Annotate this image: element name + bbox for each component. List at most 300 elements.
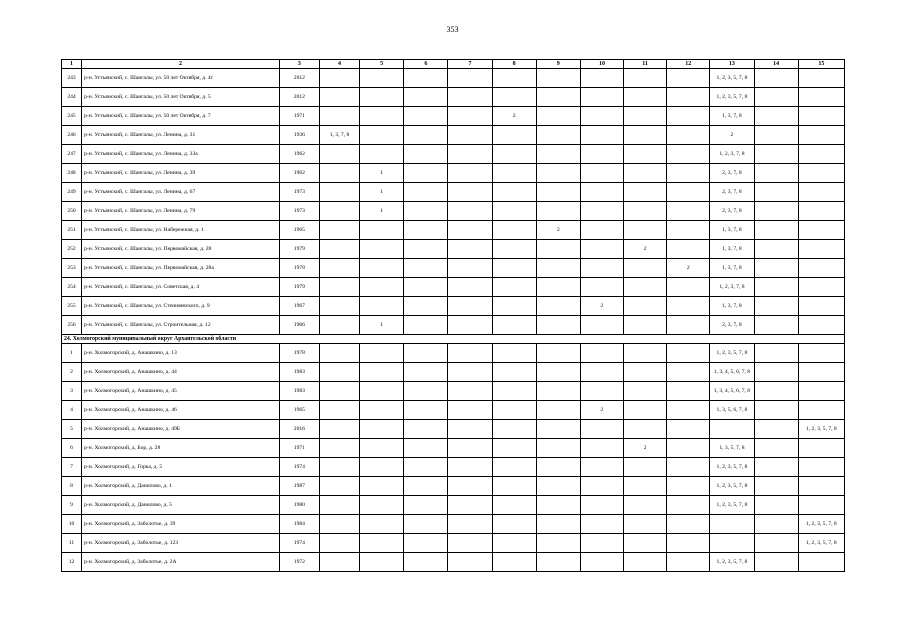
value-cell-15	[798, 259, 844, 278]
value-cell-5: 1	[360, 316, 404, 335]
value-cell-5	[360, 107, 404, 126]
value-cell-9	[536, 382, 580, 401]
address-cell: р-н. Устьянский, с. Шангалы, ул. Ленина, д. 33а	[82, 145, 280, 164]
value-cell-8	[492, 401, 536, 420]
value-cell-10	[580, 126, 623, 145]
value-cell-11	[624, 278, 667, 297]
value-cell-13: 1, 3, 7, 8	[710, 259, 754, 278]
value-cell-8	[492, 145, 536, 164]
value-cell-3: 1980	[279, 496, 319, 515]
value-cell-11	[624, 88, 667, 107]
value-cell-12	[667, 439, 710, 458]
row-number-cell: 255	[62, 297, 82, 316]
value-cell-11	[624, 382, 667, 401]
value-cell-10	[580, 240, 623, 259]
value-cell-8	[492, 88, 536, 107]
value-cell-12	[667, 553, 710, 572]
value-cell-14	[754, 458, 798, 477]
value-cell-14	[754, 126, 798, 145]
table-row	[62, 221, 845, 240]
value-cell-11	[624, 363, 667, 382]
row-number-cell: 253	[62, 259, 82, 278]
value-cell-12	[667, 344, 710, 363]
value-cell-8	[492, 316, 536, 335]
value-cell-12	[667, 382, 710, 401]
column-header: 13	[710, 60, 754, 69]
value-cell-13: 2, 3, 7, 8	[710, 164, 754, 183]
value-cell-10	[580, 107, 623, 126]
header-row	[62, 60, 845, 69]
value-cell-15	[798, 382, 844, 401]
value-cell-12	[667, 221, 710, 240]
column-header: 10	[580, 60, 623, 69]
value-cell-13: 2, 3, 7, 8	[710, 183, 754, 202]
value-cell-5	[360, 145, 404, 164]
address-cell: р-н. Холмогорский, д. Анашкино, д. 44	[82, 363, 280, 382]
value-cell-4	[319, 316, 359, 335]
value-cell-3: 1962	[279, 164, 319, 183]
value-cell-14	[754, 401, 798, 420]
column-header: 14	[754, 60, 798, 69]
value-cell-8	[492, 553, 536, 572]
value-cell-12	[667, 278, 710, 297]
address-cell: р-н. Холмогорский, д. Анашкино, д. 13	[82, 344, 280, 363]
value-cell-5: 1	[360, 202, 404, 221]
section-heading-row	[62, 335, 845, 344]
value-cell-8	[492, 202, 536, 221]
table-row	[62, 316, 845, 335]
value-cell-7	[448, 534, 492, 553]
value-cell-11	[624, 553, 667, 572]
value-cell-3: 1974	[279, 458, 319, 477]
value-cell-15	[798, 183, 844, 202]
value-cell-14	[754, 420, 798, 439]
value-cell-11	[624, 316, 667, 335]
value-cell-10	[580, 88, 623, 107]
value-cell-14	[754, 297, 798, 316]
value-cell-7	[448, 344, 492, 363]
value-cell-8	[492, 420, 536, 439]
column-header: 15	[798, 60, 844, 69]
column-header: 5	[360, 60, 404, 69]
value-cell-7	[448, 401, 492, 420]
value-cell-10	[580, 278, 623, 297]
table-row	[62, 88, 845, 107]
value-cell-7	[448, 316, 492, 335]
table-row	[62, 477, 845, 496]
value-cell-14	[754, 515, 798, 534]
address-cell: р-н. Холмогорский, д. Горка, д. 5	[82, 458, 280, 477]
value-cell-14	[754, 363, 798, 382]
column-header: 3	[279, 60, 319, 69]
address-cell: р-н. Холмогорский, д. Анашкино, д. 46	[82, 401, 280, 420]
value-cell-7	[448, 69, 492, 88]
value-cell-10	[580, 534, 623, 553]
value-cell-8	[492, 126, 536, 145]
value-cell-14	[754, 221, 798, 240]
value-cell-8	[492, 278, 536, 297]
value-cell-3: 1974	[279, 534, 319, 553]
value-cell-4	[319, 382, 359, 401]
value-cell-11	[624, 344, 667, 363]
value-cell-13	[710, 515, 754, 534]
value-cell-9	[536, 515, 580, 534]
value-cell-4	[319, 477, 359, 496]
value-cell-13: 1, 3, 4, 5, 6, 7, 8	[710, 363, 754, 382]
table-row	[62, 496, 845, 515]
value-cell-11	[624, 458, 667, 477]
value-cell-11	[624, 69, 667, 88]
value-cell-9	[536, 107, 580, 126]
value-cell-11	[624, 420, 667, 439]
table-row	[62, 534, 845, 553]
value-cell-13: 2, 3, 7, 8	[710, 202, 754, 221]
value-cell-8	[492, 534, 536, 553]
value-cell-6	[404, 259, 448, 278]
value-cell-10: 2	[580, 297, 623, 316]
value-cell-15	[798, 221, 844, 240]
value-cell-12	[667, 183, 710, 202]
section-ustyansky-end	[62, 335, 845, 344]
value-cell-5	[360, 534, 404, 553]
value-cell-6	[404, 240, 448, 259]
value-cell-3: 2012	[279, 69, 319, 88]
value-cell-11: 2	[624, 439, 667, 458]
address-cell: р-н. Устьянский, с. Шангалы, ул. Первомайская, д. 28а	[82, 259, 280, 278]
value-cell-4	[319, 458, 359, 477]
value-cell-14	[754, 439, 798, 458]
address-cell: р-н. Устьянский, с. Шангалы, ул. Ленина, д. 79	[82, 202, 280, 221]
value-cell-5	[360, 363, 404, 382]
value-cell-13: 1, 3, 7, 8	[710, 297, 754, 316]
value-cell-7	[448, 164, 492, 183]
value-cell-12	[667, 107, 710, 126]
value-cell-13: 1, 3, 4, 5, 6, 7, 8	[710, 382, 754, 401]
value-cell-14	[754, 259, 798, 278]
value-cell-7	[448, 240, 492, 259]
value-cell-4	[319, 69, 359, 88]
value-cell-5	[360, 515, 404, 534]
value-cell-3: 1987	[279, 477, 319, 496]
value-cell-5	[360, 553, 404, 572]
address-cell: р-н. Устьянский, с. Шангалы, ул. Ленина, д. 31	[82, 126, 280, 145]
table-row	[62, 126, 845, 145]
address-cell: р-н. Холмогорский, д. Заболотье, д. 39	[82, 515, 280, 534]
value-cell-12	[667, 297, 710, 316]
value-cell-11	[624, 259, 667, 278]
row-number-cell: 256	[62, 316, 82, 335]
value-cell-15	[798, 88, 844, 107]
value-cell-6	[404, 363, 448, 382]
value-cell-4	[319, 240, 359, 259]
value-cell-4	[319, 515, 359, 534]
section-heading: 24. Холмогорский муниципальный округ Архангельской области	[62, 335, 845, 344]
value-cell-15	[798, 477, 844, 496]
row-number-cell: 12	[62, 553, 82, 572]
value-cell-3: 1936	[279, 126, 319, 145]
value-cell-15	[798, 297, 844, 316]
page-number: 353	[446, 25, 459, 34]
value-cell-10	[580, 69, 623, 88]
column-header: 7	[448, 60, 492, 69]
value-cell-11	[624, 221, 667, 240]
value-cell-5	[360, 382, 404, 401]
value-cell-14	[754, 145, 798, 164]
value-cell-15	[798, 553, 844, 572]
value-cell-6	[404, 145, 448, 164]
value-cell-15	[798, 458, 844, 477]
address-cell: р-н. Холмогорский, д. Бор, д. 28	[82, 439, 280, 458]
value-cell-9	[536, 534, 580, 553]
value-cell-3: 1984	[279, 515, 319, 534]
value-cell-9: 2	[536, 221, 580, 240]
value-cell-12	[667, 88, 710, 107]
value-cell-6	[404, 69, 448, 88]
value-cell-5	[360, 420, 404, 439]
value-cell-15	[798, 439, 844, 458]
column-header: 6	[404, 60, 448, 69]
value-cell-9	[536, 278, 580, 297]
value-cell-14	[754, 278, 798, 297]
value-cell-3: 1983	[279, 363, 319, 382]
value-cell-8	[492, 477, 536, 496]
value-cell-6	[404, 316, 448, 335]
value-cell-15	[798, 164, 844, 183]
value-cell-10	[580, 439, 623, 458]
value-cell-5	[360, 344, 404, 363]
value-cell-10	[580, 344, 623, 363]
value-cell-4	[319, 344, 359, 363]
row-number-cell: 4	[62, 401, 82, 420]
value-cell-5	[360, 126, 404, 145]
value-cell-4	[319, 439, 359, 458]
address-cell: р-н. Холмогорский, д. Анашкино, д. 45	[82, 382, 280, 401]
value-cell-5	[360, 439, 404, 458]
value-cell-9	[536, 553, 580, 572]
value-cell-12	[667, 363, 710, 382]
value-cell-12	[667, 401, 710, 420]
value-cell-6	[404, 515, 448, 534]
value-cell-12	[667, 477, 710, 496]
value-cell-4	[319, 88, 359, 107]
value-cell-3: 1979	[279, 240, 319, 259]
value-cell-15	[798, 240, 844, 259]
value-cell-13: 1, 2, 3, 5, 7, 8	[710, 477, 754, 496]
value-cell-10	[580, 164, 623, 183]
value-cell-7	[448, 126, 492, 145]
address-cell: р-н. Устьянский, с. Шангалы, ул. Ленина, д. 67	[82, 183, 280, 202]
value-cell-4	[319, 553, 359, 572]
row-number-cell: 8	[62, 477, 82, 496]
value-cell-13: 1, 2, 3, 5, 7, 8	[710, 458, 754, 477]
value-cell-3: 1978	[279, 259, 319, 278]
value-cell-7	[448, 145, 492, 164]
value-cell-12	[667, 69, 710, 88]
value-cell-11	[624, 477, 667, 496]
value-cell-13: 1, 2, 3, 5, 7, 8	[710, 88, 754, 107]
value-cell-4	[319, 534, 359, 553]
table-row	[62, 107, 845, 126]
table-row	[62, 515, 845, 534]
value-cell-9	[536, 363, 580, 382]
value-cell-6	[404, 553, 448, 572]
table-row	[62, 439, 845, 458]
table-row	[62, 297, 845, 316]
row-number-cell: 246	[62, 126, 82, 145]
value-cell-6	[404, 458, 448, 477]
value-cell-6	[404, 496, 448, 515]
value-cell-14	[754, 183, 798, 202]
value-cell-12	[667, 458, 710, 477]
value-cell-14	[754, 477, 798, 496]
value-cell-12	[667, 534, 710, 553]
value-cell-7	[448, 382, 492, 401]
value-cell-4	[319, 183, 359, 202]
value-cell-9	[536, 145, 580, 164]
row-number-cell: 10	[62, 515, 82, 534]
value-cell-7	[448, 259, 492, 278]
value-cell-11	[624, 202, 667, 221]
value-cell-9	[536, 477, 580, 496]
value-cell-9	[536, 496, 580, 515]
value-cell-13: 1, 2, 3, 5, 7, 8	[710, 496, 754, 515]
value-cell-4	[319, 278, 359, 297]
value-cell-4	[319, 202, 359, 221]
value-cell-6	[404, 439, 448, 458]
value-cell-13: 1, 3, 5, 6, 7, 8	[710, 401, 754, 420]
value-cell-8	[492, 382, 536, 401]
value-cell-10	[580, 363, 623, 382]
value-cell-14	[754, 344, 798, 363]
value-cell-15	[798, 145, 844, 164]
value-cell-14	[754, 107, 798, 126]
value-cell-5: 1	[360, 183, 404, 202]
column-header: 12	[667, 60, 710, 69]
value-cell-14	[754, 88, 798, 107]
value-cell-5	[360, 69, 404, 88]
value-cell-4	[319, 164, 359, 183]
value-cell-3: 1973	[279, 183, 319, 202]
row-number-cell: 250	[62, 202, 82, 221]
value-cell-3: 1971	[279, 107, 319, 126]
column-header: 8	[492, 60, 536, 69]
value-cell-11	[624, 297, 667, 316]
row-number-cell: 5	[62, 420, 82, 439]
table-row	[62, 183, 845, 202]
row-number-cell: 252	[62, 240, 82, 259]
value-cell-6	[404, 382, 448, 401]
value-cell-13: 2, 3, 7, 8	[710, 316, 754, 335]
value-cell-5	[360, 297, 404, 316]
value-cell-9	[536, 183, 580, 202]
value-cell-3: 1983	[279, 382, 319, 401]
table-row	[62, 145, 845, 164]
value-cell-8	[492, 496, 536, 515]
value-cell-15	[798, 401, 844, 420]
value-cell-8	[492, 164, 536, 183]
address-cell: р-н. Устьянский, с. Шангалы, ул. 50 лет Октября, д. 7	[82, 107, 280, 126]
value-cell-9	[536, 88, 580, 107]
row-number-cell: 9	[62, 496, 82, 515]
address-cell: р-н. Устьянский, с. Шангалы, ул. Стеиняевского, д. 9	[82, 297, 280, 316]
value-cell-11	[624, 145, 667, 164]
table-body-ustyansky	[62, 69, 845, 335]
value-cell-15	[798, 316, 844, 335]
value-cell-7	[448, 458, 492, 477]
value-cell-4: 1, 3, 7, 8	[319, 126, 359, 145]
address-cell: р-н. Устьянский, с. Шангалы, ул. 50 лет Октября, д. 5	[82, 88, 280, 107]
table-row	[62, 401, 845, 420]
column-header: 9	[536, 60, 580, 69]
value-cell-11	[624, 107, 667, 126]
value-cell-13: 1, 2, 3, 7, 8	[710, 145, 754, 164]
value-cell-14	[754, 316, 798, 335]
value-cell-15: 1, 2, 3, 5, 7, 8	[798, 515, 844, 534]
value-cell-13	[710, 420, 754, 439]
value-cell-10	[580, 221, 623, 240]
value-cell-9	[536, 202, 580, 221]
value-cell-15	[798, 126, 844, 145]
value-cell-9	[536, 458, 580, 477]
value-cell-4	[319, 420, 359, 439]
value-cell-3: 1965	[279, 221, 319, 240]
value-cell-4	[319, 363, 359, 382]
value-cell-6	[404, 183, 448, 202]
value-cell-6	[404, 401, 448, 420]
value-cell-6	[404, 297, 448, 316]
value-cell-3: 1972	[279, 553, 319, 572]
value-cell-14	[754, 496, 798, 515]
row-number-cell: 2	[62, 363, 82, 382]
value-cell-6	[404, 107, 448, 126]
value-cell-4	[319, 145, 359, 164]
value-cell-10	[580, 202, 623, 221]
table-row	[62, 382, 845, 401]
value-cell-3: 2016	[279, 420, 319, 439]
value-cell-9	[536, 259, 580, 278]
value-cell-6	[404, 202, 448, 221]
register-table	[61, 59, 845, 572]
value-cell-8	[492, 240, 536, 259]
value-cell-11	[624, 515, 667, 534]
value-cell-8	[492, 259, 536, 278]
value-cell-9	[536, 126, 580, 145]
value-cell-9	[536, 240, 580, 259]
value-cell-8	[492, 183, 536, 202]
value-cell-14	[754, 164, 798, 183]
value-cell-8: 2	[492, 107, 536, 126]
value-cell-13: 1, 2, 3, 5, 7, 8	[710, 69, 754, 88]
value-cell-7	[448, 297, 492, 316]
value-cell-7	[448, 420, 492, 439]
value-cell-7	[448, 515, 492, 534]
value-cell-3: 1978	[279, 344, 319, 363]
address-cell: р-н. Устьянский, с. Шангалы, ул. Первомайская, д. 28	[82, 240, 280, 259]
table-row	[62, 69, 845, 88]
value-cell-13: 1, 3, 7, 8	[710, 107, 754, 126]
value-cell-13: 1, 3, 5, 7, 8	[710, 439, 754, 458]
value-cell-5: 1	[360, 164, 404, 183]
table-row	[62, 259, 845, 278]
value-cell-3: 2012	[279, 88, 319, 107]
table-row	[62, 458, 845, 477]
value-cell-10	[580, 496, 623, 515]
value-cell-5	[360, 259, 404, 278]
value-cell-10	[580, 458, 623, 477]
value-cell-6	[404, 420, 448, 439]
value-cell-5	[360, 458, 404, 477]
table-row	[62, 363, 845, 382]
